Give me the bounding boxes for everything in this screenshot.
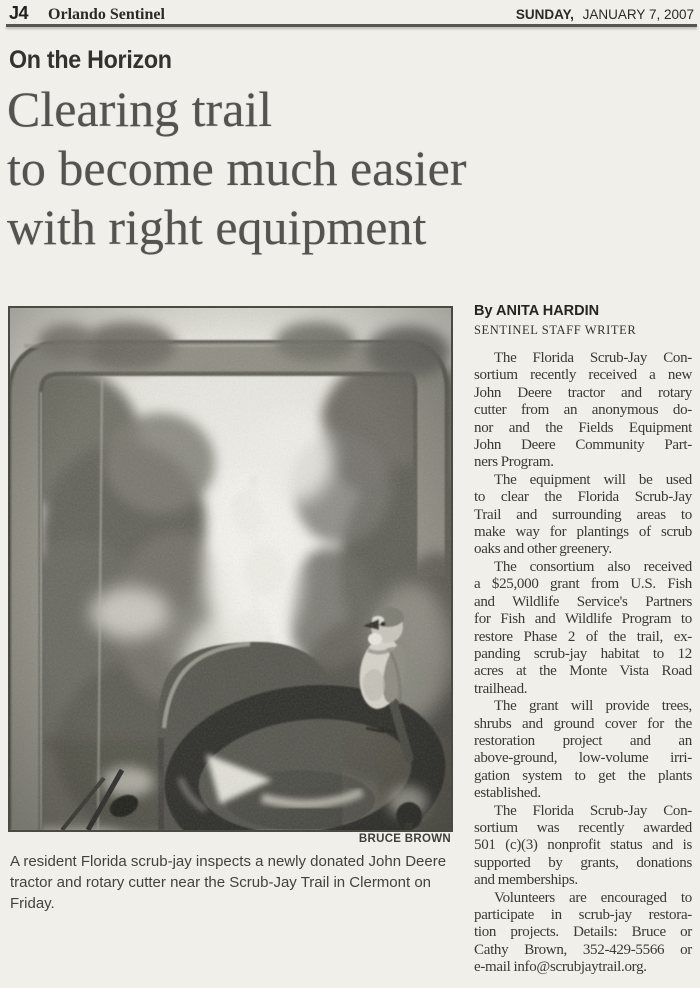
body-line: ners Program. — [474, 454, 554, 471]
body-line: restoration project and an — [474, 732, 692, 749]
photo-caption — [10, 851, 465, 914]
body-line: tion projects. Details: Bruce or — [474, 924, 692, 941]
body-line: panding scrub-jay habitat to 12 — [474, 645, 692, 662]
byline-role: SENTINEL STAFF WRITER — [474, 323, 637, 337]
headline-line-3: with right equipment — [7, 199, 427, 255]
body-line: restore Phase 2 of the trail, ex- — [474, 628, 692, 645]
body-line: nor and the Fields Equipment — [474, 419, 692, 436]
body-line: Cathy Brown, 352-429-5566 or — [474, 941, 692, 958]
masthead-left — [9, 3, 165, 24]
body-line: acres at the Monte Vista Road — [474, 663, 692, 680]
issue-date-day: SUNDAY, — [515, 7, 574, 22]
masthead — [9, 3, 694, 23]
body-line: cutter from an anonymous do- — [474, 402, 692, 419]
issue-date-rest: JANUARY 7, 2007 — [582, 7, 694, 22]
body-line: The equipment will be used — [494, 471, 692, 488]
body-line: a $25,000 grant from U.S. Fish — [474, 576, 692, 593]
body-line: gation system to get the plants — [474, 767, 692, 784]
article-photo — [10, 308, 451, 830]
photo-frame — [8, 306, 453, 832]
body-line: John Deere Community Part- — [474, 437, 692, 454]
caption-line-1: A resident Florida scrub-jay inspects a newly donated John Deere — [10, 853, 447, 870]
body-line: and memberships. — [474, 872, 578, 889]
body-line: to clear the Florida Scrub-Jay — [474, 489, 692, 506]
body-line: shrubs and ground cover for the — [474, 715, 692, 732]
masthead-rule — [6, 24, 697, 27]
byline-author: By ANITA HARDIN — [474, 303, 600, 319]
headline — [7, 80, 467, 257]
caption-line-2: tractor and rotary cutter near the Scrub-Jay Trail in Clermont on Friday. — [10, 874, 432, 912]
issue-date — [516, 7, 694, 22]
photo-vignette — [10, 308, 451, 830]
article-paragraph — [474, 803, 692, 890]
body-line: for Fish and Wildlife Program to — [474, 611, 692, 628]
body-line: The grant will provide trees, — [494, 698, 692, 715]
article-paragraph — [474, 559, 692, 698]
body-line: e-mail info@scrubjaytrail.org. — [474, 959, 647, 976]
body-line: The Florida Scrub-Jay Con- — [494, 802, 692, 819]
article-body — [474, 350, 692, 977]
article-column — [474, 303, 692, 977]
article-paragraph — [474, 350, 692, 472]
body-line: Volunteers are encouraged to — [494, 889, 692, 906]
article-paragraph — [474, 890, 692, 977]
body-line: Trail and surrounding areas to — [474, 506, 692, 523]
section-kicker: On the Horizon — [9, 46, 172, 74]
body-line: above-ground, low-volume irri- — [474, 750, 692, 767]
body-line: 501 (c)(3) nonprofit status and is — [474, 837, 692, 854]
article-paragraph — [474, 698, 692, 802]
body-line: oaks and other greenery. — [474, 541, 612, 558]
headline-line-2: to become much easier — [7, 140, 467, 196]
body-line: supported by grants, donations — [474, 854, 692, 871]
page-number: J4 — [9, 3, 29, 23]
body-line: sortium recently received a new — [474, 367, 692, 384]
newspaper-name: Orlando Sentinel — [48, 6, 165, 23]
body-line: participate in scrub-jay restora- — [474, 907, 692, 923]
body-line: trailhead. — [474, 680, 528, 697]
photo-credit: BRUCE BROWN — [358, 833, 451, 845]
headline-line-1: Clearing trail — [7, 81, 273, 137]
article-paragraph — [474, 472, 692, 559]
body-line: John Deere tractor and rotary — [474, 384, 692, 401]
body-line: The consortium also received — [494, 558, 692, 575]
body-line: established. — [474, 785, 541, 802]
body-line: and Wildlife Service's Partners — [474, 593, 692, 610]
body-line: make way for plantings of scrub — [474, 524, 692, 541]
body-line: sortium was recently awarded — [474, 819, 692, 836]
body-line: The Florida Scrub-Jay Con- — [494, 350, 692, 366]
